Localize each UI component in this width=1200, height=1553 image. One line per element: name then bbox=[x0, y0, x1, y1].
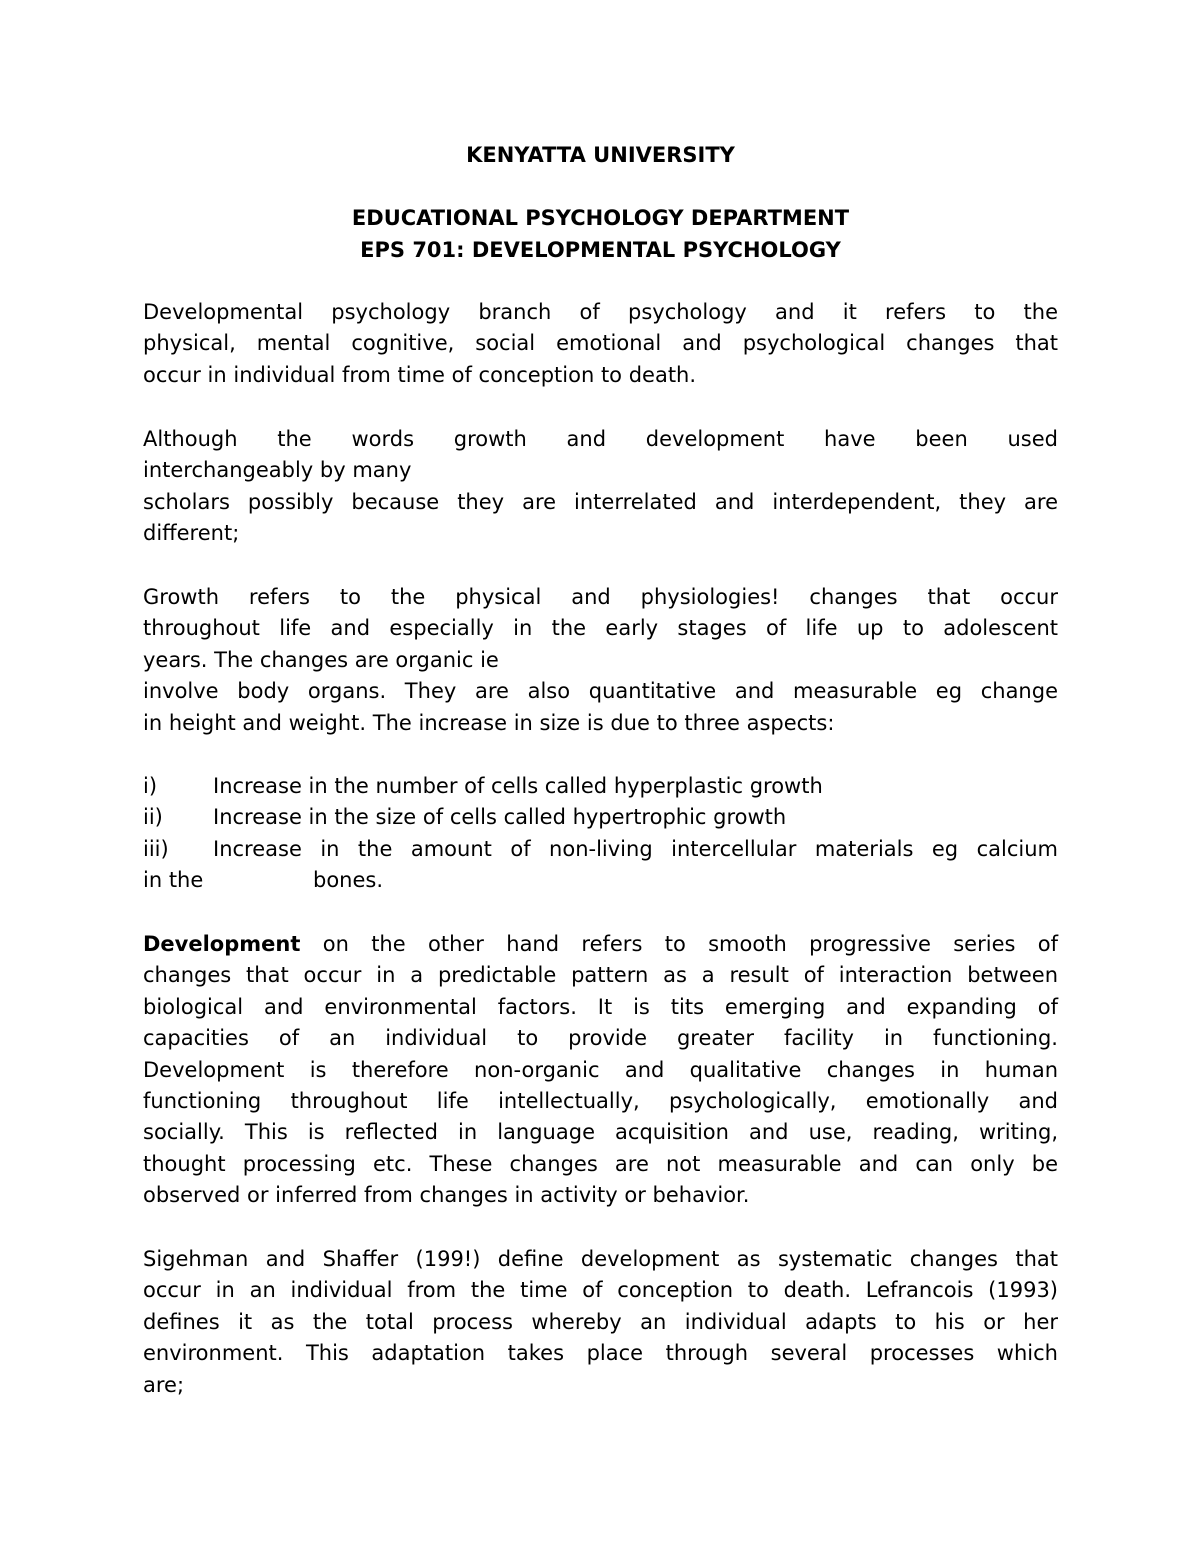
text-line: defines it as the total process whereby an individual adapts to his or her bbox=[143, 1309, 1058, 1334]
text-line: involve body organs. They are also quantitative and measurable eg change bbox=[143, 679, 1058, 704]
list-number: i) bbox=[143, 774, 158, 798]
text-line: are; bbox=[143, 1372, 185, 1397]
text-line: different; bbox=[143, 521, 240, 546]
list-number: ii) bbox=[143, 805, 163, 830]
text-line: Although the words growth and development have been used bbox=[143, 427, 1058, 451]
text-line: thought processing etc. These changes are not measurable and can only be bbox=[143, 1151, 1058, 1176]
definitions-paragraph bbox=[143, 1244, 1058, 1401]
text-line bbox=[143, 929, 1058, 960]
text-line: Developmental psychology branch of psychology and it refers to the bbox=[143, 300, 1058, 324]
list-item-continuation bbox=[143, 865, 1058, 896]
text-line: functioning throughout life intellectually, psychologically, emotionally and bbox=[143, 1089, 1058, 1114]
list-number: iii) bbox=[143, 836, 169, 861]
text-fragment: on the other hand refers to smooth progressive series of bbox=[300, 932, 1058, 956]
intro-paragraph bbox=[143, 297, 1058, 391]
text-line: interchangeably by many bbox=[143, 458, 412, 483]
document-page bbox=[143, 0, 1058, 1553]
text-line: socially. This is reflected in language acquisition and use, reading, writing, bbox=[143, 1120, 1058, 1145]
text-line: Sigehman and Shaffer (199!) define development as systematic changes that bbox=[143, 1247, 1058, 1271]
continuation-text: bones. bbox=[313, 868, 384, 893]
text-line: biological and environmental factors. It is tits emerging and expanding of bbox=[143, 994, 1058, 1019]
list-item bbox=[143, 771, 1058, 802]
text-line: Development is therefore non-organic and qualitative changes in human bbox=[143, 1057, 1058, 1082]
text-line: scholars possibly because they are interrelated and interdependent, they are bbox=[143, 489, 1058, 514]
text-line: changes that occur in a predictable pattern as a result of interaction between bbox=[143, 963, 1058, 988]
list-item bbox=[143, 834, 1058, 865]
growth-aspects-list bbox=[143, 771, 1058, 897]
growth-paragraph bbox=[143, 582, 1058, 739]
list-item bbox=[143, 802, 1058, 833]
development-paragraph bbox=[143, 929, 1058, 1212]
text-line: physical, mental cognitive, social emotional and psychological changes that bbox=[143, 331, 1058, 356]
text-line: Growth refers to the physical and physiologies! changes that occur bbox=[143, 585, 1058, 609]
development-term: Development bbox=[143, 932, 301, 956]
text-line: years. The changes are organic ie bbox=[143, 647, 499, 672]
text-line: occur in individual from time of conception to death. bbox=[143, 362, 697, 387]
list-item-text: Increase in the size of cells called hypertrophic growth bbox=[213, 805, 787, 830]
text-line: occur in an individual from the time of conception to death. Lefrancois (1993) bbox=[143, 1278, 1058, 1303]
department-title: EDUCATIONAL PSYCHOLOGY DEPARTMENT bbox=[351, 206, 850, 230]
university-title: KENYATTA UNIVERSITY bbox=[466, 143, 735, 167]
text-line: environment. This adaptation takes place through several processes which bbox=[143, 1341, 1058, 1366]
text-line: observed or inferred from changes in activity or behavior. bbox=[143, 1183, 750, 1208]
text-line: in height and weight. The increase in size is due to three aspects: bbox=[143, 710, 835, 735]
growth-vs-development-paragraph bbox=[143, 424, 1058, 550]
text-line: capacities of an individual to provide greater facility in functioning. bbox=[143, 1026, 1058, 1051]
text-line: throughout life and especially in the early stages of life up to adolescent bbox=[143, 616, 1058, 641]
list-item-text: Increase in the number of cells called hyperplastic growth bbox=[213, 774, 823, 798]
course-title: EPS 701: DEVELOPMENTAL PSYCHOLOGY bbox=[360, 238, 841, 262]
list-item-text: Increase in the amount of non-living intercellular materials eg calcium bbox=[213, 836, 1058, 861]
continuation-label: in the bbox=[143, 868, 204, 893]
